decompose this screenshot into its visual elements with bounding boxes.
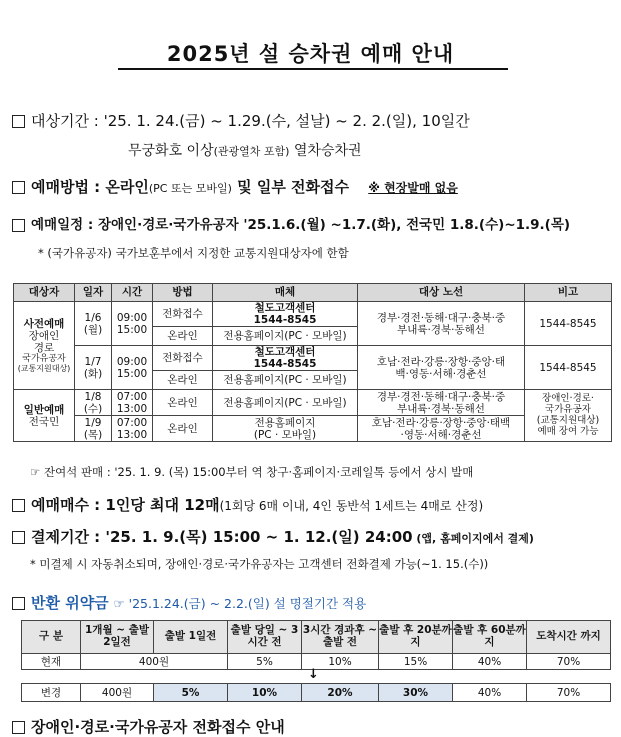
- checkbox-icon: [12, 721, 25, 734]
- checkbox-icon: [12, 181, 25, 194]
- time-start: 09:00: [116, 355, 148, 368]
- date-day: (월): [83, 323, 103, 336]
- time-end: 13:00: [116, 428, 148, 441]
- fee-header-cell: 구 분: [22, 621, 81, 654]
- route-cell: [358, 416, 525, 442]
- schedule-note: * (국가유공자) 국가보훈부에서 지정한 교통지원대상자에 한함: [38, 246, 349, 260]
- pre-group-line: 경로: [33, 341, 55, 354]
- schedule-line: [12, 213, 570, 233]
- header-cell: 대상 노선: [358, 284, 525, 302]
- media-line: 1544-8545: [253, 314, 317, 327]
- method-cell: 온라인: [153, 371, 213, 390]
- fee-cell: 15%: [379, 654, 453, 670]
- refund-table-current: [21, 620, 611, 670]
- media-line: 철도고객센터: [254, 302, 316, 314]
- down-arrow-icon: ↓: [308, 667, 319, 682]
- schedule-table: [13, 283, 612, 442]
- title-underline: [118, 68, 508, 70]
- target-main: 무궁화호 이상: [128, 143, 214, 159]
- table-row: [14, 346, 612, 371]
- header-cell: 매체: [213, 284, 358, 302]
- fee-cell: 20%: [302, 684, 379, 702]
- period-text: 대상기간 :: [31, 112, 99, 130]
- route-line: 호남·전라·강릉·장항·중앙·태백: [371, 416, 511, 429]
- fee-row-changed: [22, 684, 611, 702]
- date-cell: [75, 302, 112, 346]
- table-row: [14, 416, 612, 442]
- remaining-note: ☞ 잔여석 판매 : '25. 1. 9. (목) 15:00부터 역 창구·홈페이지·코레일톡 등에서 상시 발매: [30, 465, 474, 479]
- media-line: (PC · 모바일): [253, 428, 317, 441]
- checkbox-icon: [12, 115, 25, 128]
- fee-cell: 5%: [154, 684, 228, 702]
- fee-header-cell: 출발 후 60분까지: [453, 621, 527, 654]
- media-cell: [213, 346, 358, 371]
- fee-header-cell: 출발 후 20분까지: [379, 621, 453, 654]
- route-line: 부내륙·경북·동해선: [397, 323, 485, 336]
- method-sub: (PC 또는 모바일): [148, 182, 232, 195]
- fee-cell: 70%: [527, 684, 611, 702]
- note-cell: [525, 390, 612, 442]
- checkbox-icon: [12, 499, 25, 512]
- pre-group-line: 장애인: [28, 329, 60, 342]
- time-cell: [112, 390, 153, 416]
- fee-header-cell: 출발 당일 ~ 3시간 전: [228, 621, 302, 654]
- fee-header-cell: 1개월 ~ 출발 2일전: [81, 621, 154, 654]
- page-title: 2025년 설 승차권 예매 안내: [166, 42, 455, 66]
- header-cell: 일자: [75, 284, 112, 302]
- fee-cell: 40%: [453, 654, 527, 670]
- fee-cell: 30%: [379, 684, 453, 702]
- refund-table-changed: [21, 683, 611, 702]
- gen-note-line: 국가유공자: [545, 403, 591, 415]
- date-text: 1/9: [84, 416, 102, 429]
- media-cell: 전용홈페이지(PC · 모바일): [213, 371, 358, 390]
- date-day: (화): [83, 367, 103, 380]
- fee-header-cell: 도착시간 까지: [527, 621, 611, 654]
- route-cell: [358, 390, 525, 416]
- fee-cell: 변경: [22, 684, 81, 702]
- route-line: ·영동·서해·경춘선: [400, 428, 482, 441]
- route-line: 백·영동·서해·경춘선: [395, 367, 487, 380]
- route-line: 호남·전라·강릉·장항·중앙·태: [376, 355, 506, 368]
- target-sub: (관광열차 포함): [213, 145, 290, 158]
- limit-sub: (1회당 6매 이내, 4인 동반석 1세트는 4매로 산정): [219, 499, 484, 513]
- footer-text: 장애인·경로·국가유공자 전화접수 안내: [31, 718, 285, 736]
- media-cell: 전용홈페이지(PC · 모바일): [213, 390, 358, 416]
- date-day: (목): [83, 428, 103, 441]
- time-cell: [112, 302, 153, 346]
- date-text: 1/7: [84, 355, 102, 368]
- time-cell: [112, 346, 153, 390]
- header-cell: 시간: [112, 284, 153, 302]
- media-line: 1544-8545: [253, 358, 317, 371]
- time-start: 07:00: [116, 390, 148, 403]
- fee-cell: 400원: [81, 684, 154, 702]
- method-label: 예매방법 : 온라인: [31, 178, 149, 196]
- payment-sub: (앱, 홈페이지에서 결제): [412, 532, 534, 545]
- schedule-label: 예매일정 : 장애인·경로·국가유공자 '25.1.6.(월) ~1.7.(화), 전국민 1.8.(수)~1.9.(목): [31, 217, 571, 233]
- gen-group-title: 일반예매: [23, 403, 65, 416]
- note-cell: 1544-8545: [525, 302, 612, 346]
- gen-group-cell: [14, 390, 75, 442]
- limit-label: 예매매수 : 1인당 최대 12매: [31, 496, 220, 514]
- fee-cell: 현재: [22, 654, 81, 670]
- header-cell: 방법: [153, 284, 213, 302]
- date-text: 1/8: [84, 390, 102, 403]
- refund-label: 반환 위약금: [31, 594, 109, 612]
- time-start: 09:00: [116, 311, 148, 324]
- fee-header-cell: 출발 1일전: [154, 621, 228, 654]
- route-line: 경부·경전·동해·대구·충북·중: [376, 390, 506, 403]
- pre-group-line: 국가유공자: [22, 353, 66, 364]
- method-cell: 전화접수: [153, 346, 213, 371]
- route-line: 경부·경전·동해·대구·충북·중: [376, 311, 506, 324]
- time-end: 15:00: [116, 323, 148, 336]
- pre-group-cell: [14, 302, 75, 390]
- route-line: 부내륙·경북·동해선: [397, 402, 485, 415]
- pre-group-title: 사전예매: [23, 317, 65, 330]
- target-end: 열차승차권: [289, 143, 362, 159]
- period-target: [128, 140, 362, 160]
- table-row: [14, 302, 612, 327]
- period-dates: '25. 1. 24.(금) ~ 1.29.(수, 설날) ~ 2. 2.(일), 10일간: [103, 112, 470, 130]
- header-cell: 대상자: [14, 284, 75, 302]
- method-note: ※ 현장발매 없음: [368, 181, 458, 195]
- gen-note-line: 장애인·경로·: [542, 392, 594, 404]
- time-cell: [112, 416, 153, 442]
- footer-line: [12, 716, 285, 737]
- table-row: [14, 390, 612, 416]
- route-cell: [358, 302, 525, 346]
- media-line: 전용홈페이지: [254, 416, 316, 429]
- payment-note: * 미결제 시 자동취소되며, 장애인·경로·국가유공자는 고객센터 전화결제 가능(~1. 15.(수)): [30, 557, 489, 571]
- gen-group-line: 전국민: [28, 415, 60, 428]
- media-cell: [213, 416, 358, 442]
- header-cell: 비고: [525, 284, 612, 302]
- fee-cell: 10%: [228, 684, 302, 702]
- fee-cell: 40%: [453, 684, 527, 702]
- method-cell: 온라인: [153, 416, 213, 442]
- period-line: [12, 110, 470, 131]
- limit-line: [12, 494, 483, 515]
- fee-header-row: [22, 621, 611, 654]
- method-cell: 온라인: [153, 390, 213, 416]
- checkbox-icon: [12, 531, 25, 544]
- method-line: [12, 176, 458, 197]
- method-cell: 온라인: [153, 327, 213, 346]
- fee-cell: 10%: [302, 654, 379, 670]
- date-text: 1/6: [84, 311, 102, 324]
- method-cell: 전화접수: [153, 302, 213, 327]
- refund-period: ☞ '25.1.24.(금) ~ 2.2.(일) 설 명절기간 적용: [113, 596, 367, 611]
- fee-header-cell: 3시간 경과후 ~ 출발 전: [302, 621, 379, 654]
- media-cell: 전용홈페이지(PC · 모바일): [213, 327, 358, 346]
- date-day: (수): [83, 402, 103, 415]
- time-start: 07:00: [116, 416, 148, 429]
- payment-line: [12, 526, 534, 547]
- checkbox-icon: [12, 597, 25, 610]
- fee-cell: 5%: [228, 654, 302, 670]
- table-header-row: [14, 284, 612, 302]
- date-cell: [75, 390, 112, 416]
- method-rest: 및 일부 전화접수: [231, 178, 350, 196]
- gen-note-line: 예매 장여 가능: [537, 425, 599, 437]
- fee-cell: 70%: [527, 654, 611, 670]
- time-end: 13:00: [116, 402, 148, 415]
- gen-note-line: (교통지원대상): [536, 414, 600, 426]
- time-end: 15:00: [116, 367, 148, 380]
- date-cell: [75, 416, 112, 442]
- fee-cell: 400원: [81, 654, 228, 670]
- media-cell: [213, 302, 358, 327]
- pre-group-line: (교통지원대상): [17, 364, 71, 374]
- checkbox-icon: [12, 219, 25, 232]
- refund-line: [12, 592, 366, 613]
- date-cell: [75, 346, 112, 390]
- note-cell: 1544-8545: [525, 346, 612, 390]
- route-cell: [358, 346, 525, 390]
- payment-label: 결제기간 : '25. 1. 9.(목) 15:00 ~ 1. 12.(일) 24:00: [31, 528, 413, 546]
- media-line: 철도고객센터: [254, 346, 316, 359]
